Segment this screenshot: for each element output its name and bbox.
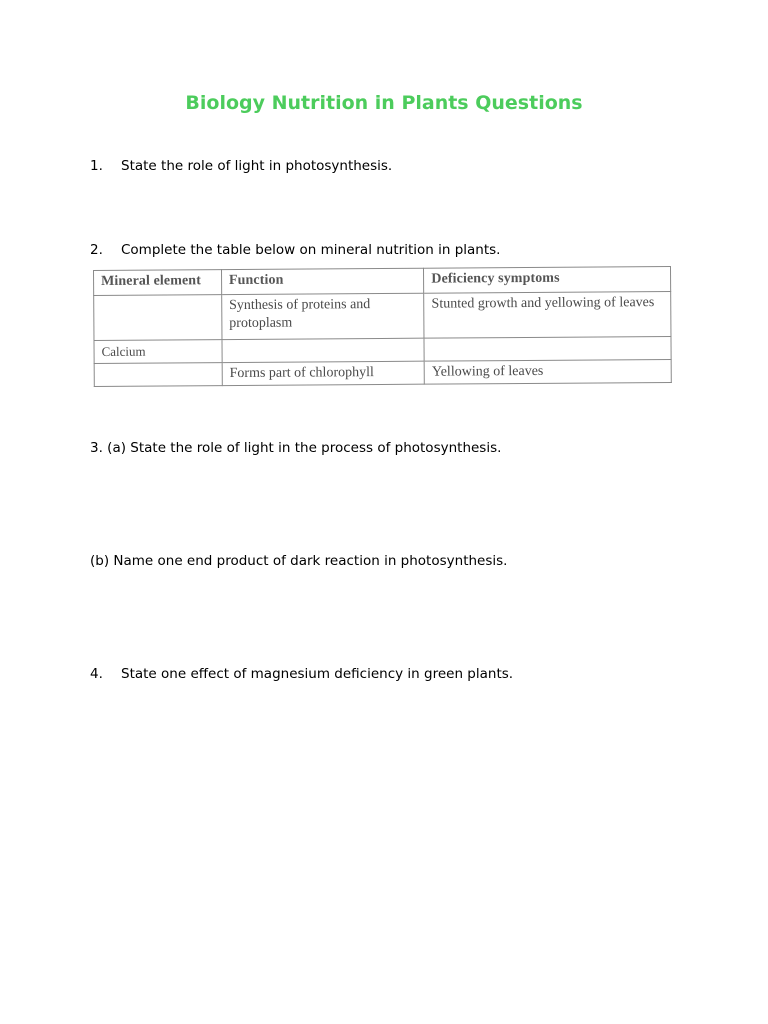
table-cell: Yellowing of leaves bbox=[424, 359, 671, 384]
table-cell bbox=[424, 336, 671, 361]
question-number: 1. bbox=[90, 158, 103, 174]
mineral-nutrition-table-image bbox=[93, 266, 676, 398]
header-function: Function bbox=[221, 268, 424, 294]
question-text: State one effect of magnesium deficiency in green plants. bbox=[121, 666, 514, 682]
question-3b bbox=[90, 552, 507, 570]
table-cell: Calcium bbox=[94, 340, 222, 364]
table-cell bbox=[222, 338, 425, 362]
header-mineral-element: Mineral element bbox=[94, 270, 222, 296]
table-cell: Synthesis of proteins and protoplasm bbox=[222, 293, 425, 339]
question-1 bbox=[90, 157, 392, 175]
table-row bbox=[94, 359, 671, 386]
question-4 bbox=[90, 665, 513, 683]
question-text: State the role of light in photosynthesis. bbox=[121, 158, 393, 174]
question-number: 4. bbox=[90, 666, 103, 682]
mineral-nutrition-table bbox=[93, 266, 672, 387]
question-text: Complete the table below on mineral nutrition in plants. bbox=[121, 242, 501, 258]
question-3a bbox=[90, 439, 501, 457]
table-cell bbox=[94, 363, 222, 387]
table-cell: Stunted growth and yellowing of leaves bbox=[424, 291, 671, 338]
question-2 bbox=[90, 241, 500, 259]
question-text: (b) Name one end product of dark reaction in photosynthesis. bbox=[90, 553, 508, 569]
table-cell: Forms part of chlorophyll bbox=[222, 361, 425, 385]
page-title: Biology Nutrition in Plants Questions bbox=[185, 92, 583, 114]
header-deficiency-symptoms: Deficiency symptoms bbox=[424, 266, 671, 293]
table-row bbox=[94, 291, 671, 340]
question-text: 3. (a) State the role of light in the process of photosynthesis. bbox=[90, 440, 502, 456]
table-cell bbox=[94, 295, 222, 341]
question-number: 2. bbox=[90, 242, 103, 258]
